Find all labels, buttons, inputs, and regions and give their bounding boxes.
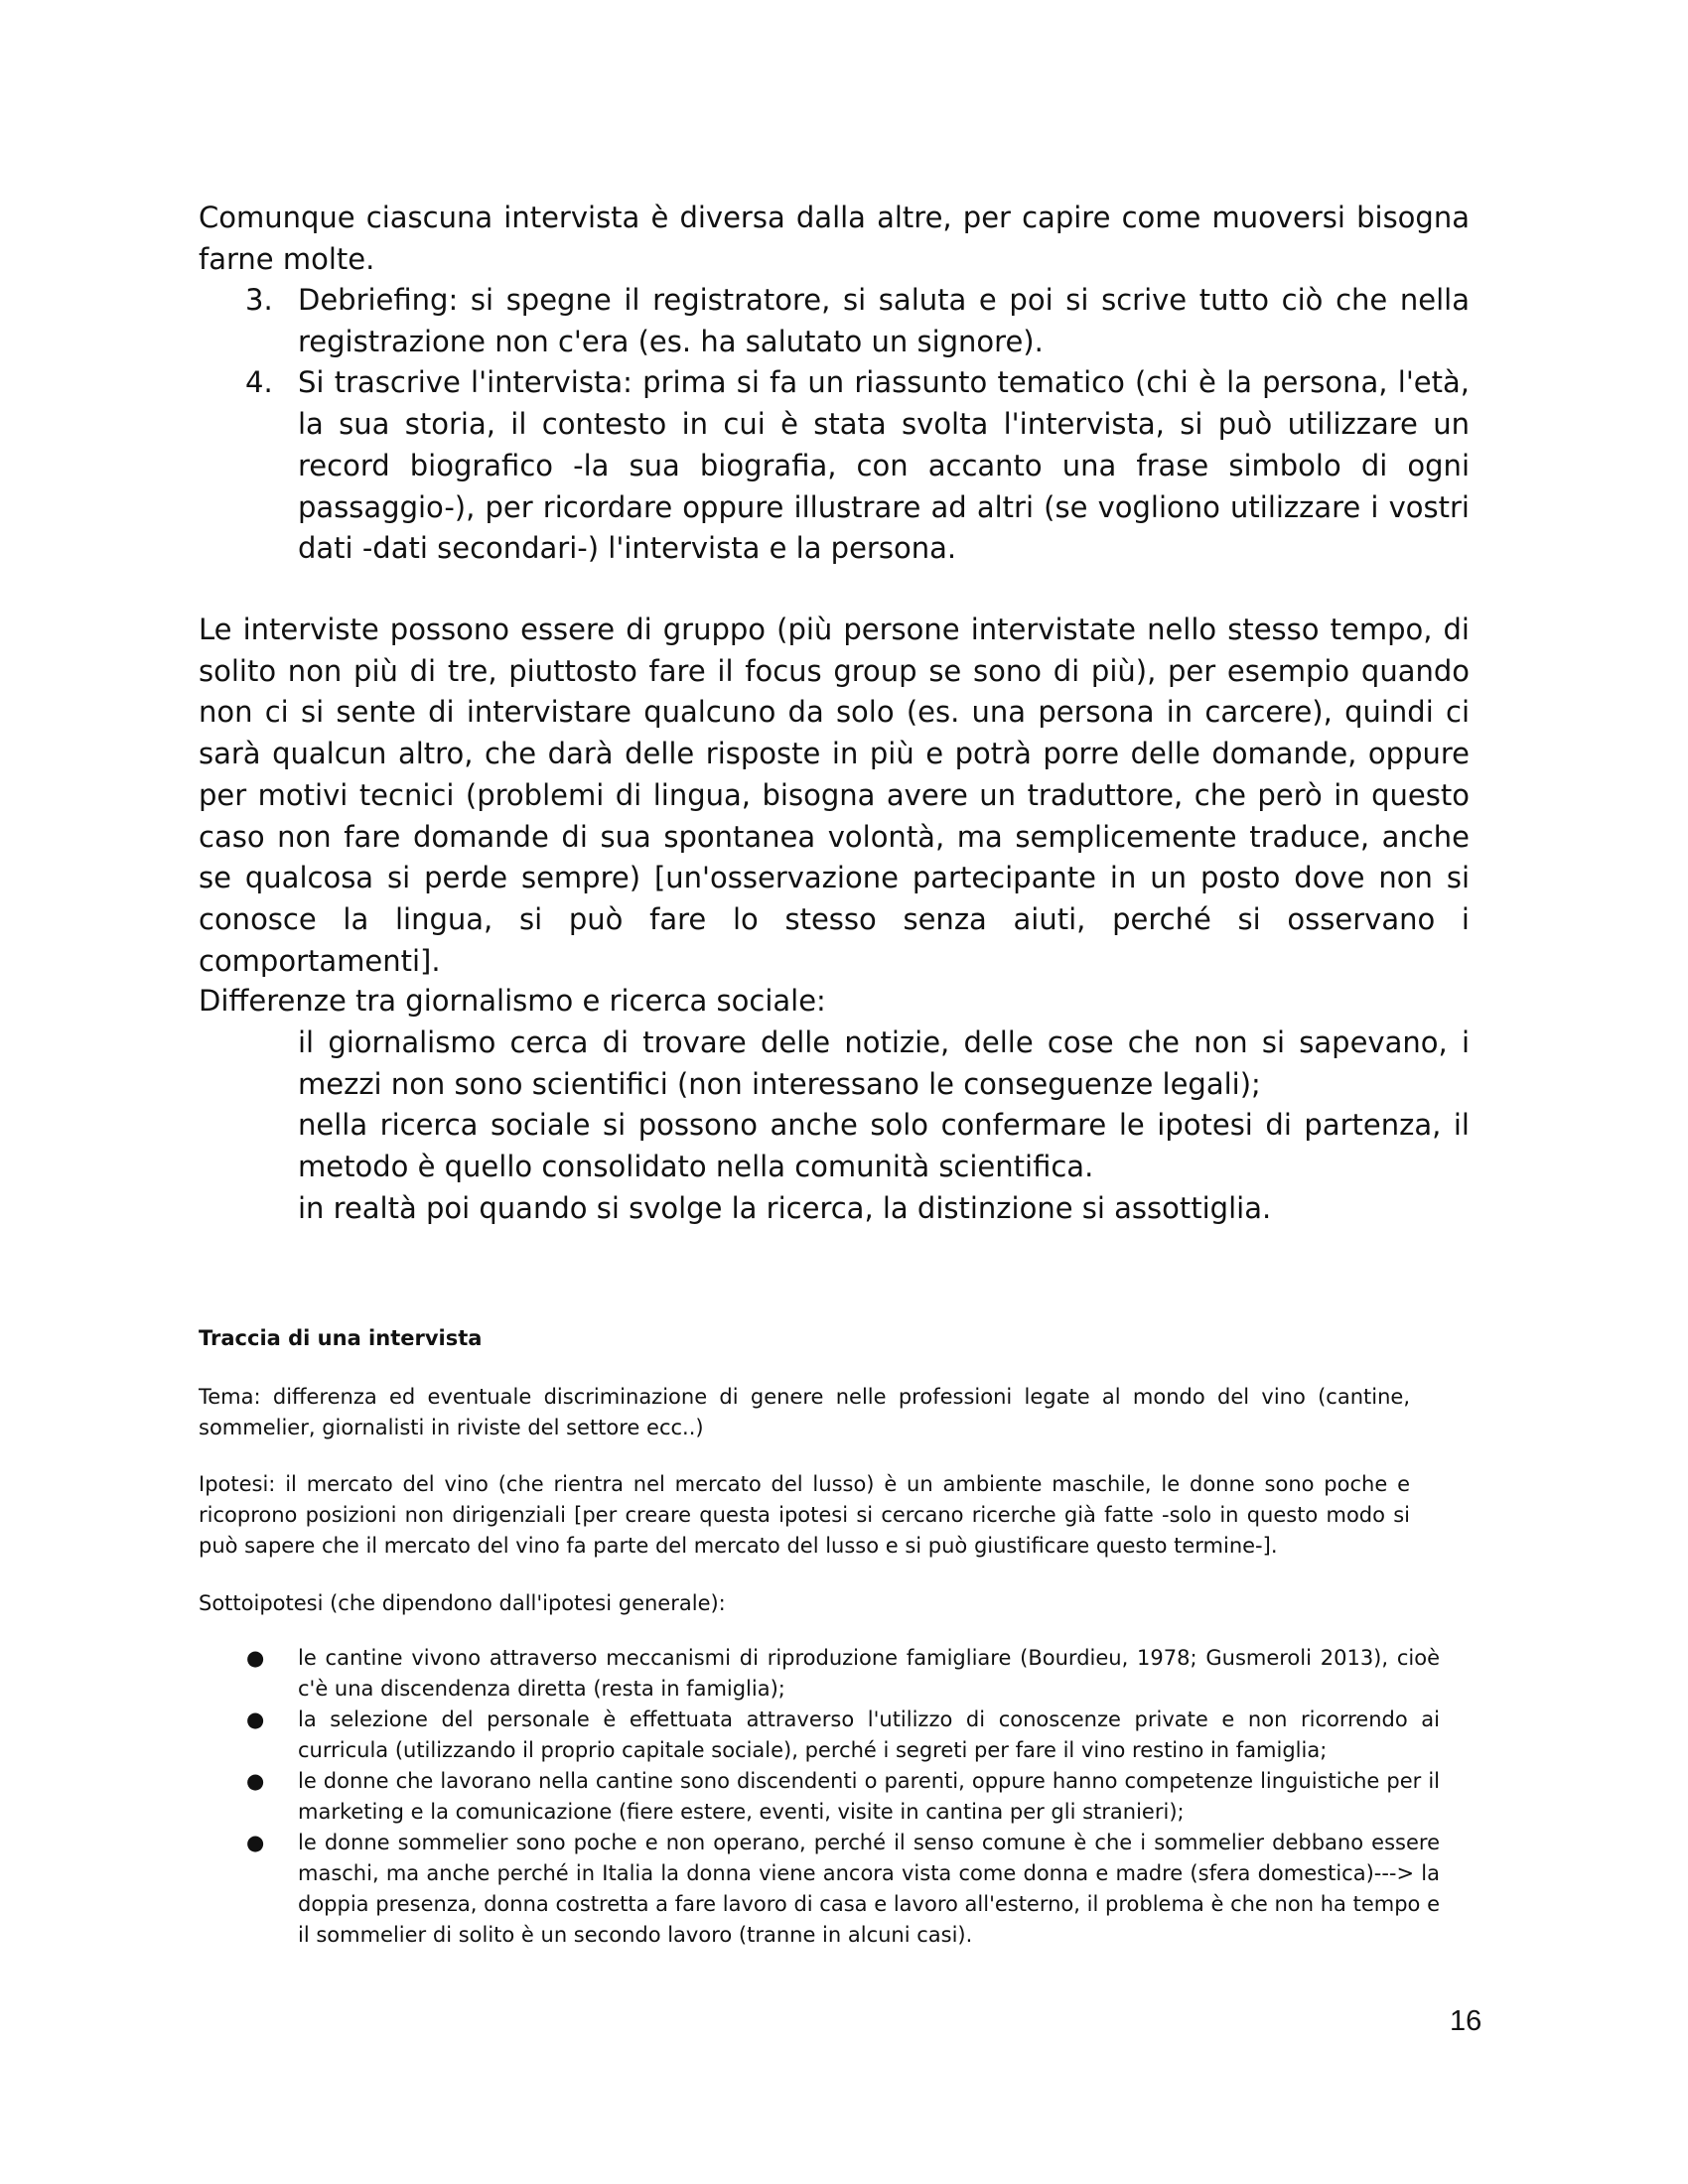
bullet-text: le donne che lavorano nella cantine sono discendenti o parenti, oppure hanno competenze linguistiche per il marketing e la comunicazione (fiere estere, eventi, visite in cantina per gli stranieri); [298,1769,1440,1824]
list-item: il giornalismo cerca di trovare delle notizie, delle cose che non si sapevano, i mezzi non sono scientifici (non interessano le conseguenze legali); [298,1025,1470,1101]
bullet-icon: ● [246,1707,265,1731]
tema-paragraph: Tema: differenza ed eventuale discriminazione di genere nelle professioni legate al mondo del vino (cantine, sommelier, giornalisti in riviste del settore ecc..) [199,1385,1410,1439]
intro-paragraph: Comunque ciascuna intervista è diversa dalla altre, per capire come muoversi bisogna farne molte. [199,201,1470,276]
bullet-icon: ● [246,1769,265,1793]
bullet-text: la selezione del personale è effettuata attraverso l'utilizzo di conoscenze private e non ricorrendo ai curricula (utilizzando il proprio capitale sociale), perché i segreti per fare il vino restino in famiglia; [298,1707,1440,1762]
sottoipotesi-list [199,1643,1440,1951]
list-item [199,362,1470,570]
list-item: nella ricerca sociale si possono anche solo confermare le ipotesi di partenza, il metodo è quello consolidato nella comunità scientifica. [298,1108,1470,1184]
bullet-icon: ● [246,1646,265,1670]
section-heading: Traccia di una intervista [199,1326,483,1350]
bullet-icon: ● [246,1831,265,1854]
differences-list [298,1023,1470,1230]
step-text: Si trascrive l'intervista: prima si fa un riassunto tematico (chi è la persona, l'età, la sua storia, il contesto in cui è stata svolta l'intervista, si può utilizzare un record biografico -la sua biografia, con accanto una frase simbolo di ogni passaggio-), per ricordare oppure illustrare ad altri (se vogliono utilizzare i vostri dati -dati secondari-) l'intervista e la persona. [298,365,1470,566]
bullet-text: le cantine vivono attraverso meccanismi di riproduzione famigliare (Bourdieu, 1978; Gusmeroli 2013), cioè c'è una discendenza diretta (resta in famiglia); [298,1646,1440,1701]
sottoipotesi-title: Sottoipotesi (che dipendono dall'ipotesi generale): [199,1591,726,1615]
list-item [199,1828,1440,1951]
step-number: 4. [245,365,273,400]
step-text: Debriefing: si spegne il registratore, si saluta e poi si scrive tutto ciò che nella registrazione non c'era (es. ha salutato un signore). [298,283,1470,358]
step-number: 3. [245,283,273,317]
group-interviews-paragraph: Le interviste possono essere di gruppo (più persone intervistate nello stesso tempo, di solito non più di tre, piuttosto fare il focus group se sono di più), per esempio quando non ci si sente di intervistare qualcuno da solo (es. una persona in carcere), quindi ci sarà qualcun altro, che darà delle risposte in più e potrà porre delle domande, oppure per motivi tecnici (problemi di lingua, bisogna avere un traduttore, che però in questo caso non fare domande di sua spontanea volontà, ma semplicemente traduce, anche se qualcosa si perde sempre) [un'osservazione partecipante in un posto dove non si conosce la lingua, si può fare lo stesso senza aiuti, perché si osservano i comportamenti]. [199,613,1470,978]
differences-title: Differenze tra giornalismo e ricerca sociale: [199,984,826,1018]
list-item [199,280,1470,362]
page-number: 16 [1450,2005,1482,2037]
list-item [199,1705,1440,1766]
list-item: in realtà poi quando si svolge la ricerca, la distinzione si assottiglia. [298,1190,1272,1225]
list-item [199,1643,1440,1705]
steps-list [199,280,1470,570]
list-item [199,1766,1440,1828]
ipotesi-paragraph: Ipotesi: il mercato del vino (che rientra nel mercato del lusso) è un ambiente maschile, le donne sono poche e ricoprono posizioni non dirigenziali [per creare questa ipotesi si cercano ricerche già fatte -solo in questo modo si può sapere che il mercato del vino fa parte del mercato del lusso e si può giustificare questo termine-]. [199,1472,1410,1558]
bullet-text: le donne sommelier sono poche e non operano, perché il senso comune è che i sommelier debbano essere maschi, ma anche perché in Italia la donna viene ancora vista come donna e madre (sfera domestica)---> la doppia presenza, donna costretta a fare lavoro di casa e lavoro all'esterno, il problema è che non ha tempo e il sommelier di solito è un secondo lavoro (tranne in alcuni casi). [298,1831,1440,1947]
